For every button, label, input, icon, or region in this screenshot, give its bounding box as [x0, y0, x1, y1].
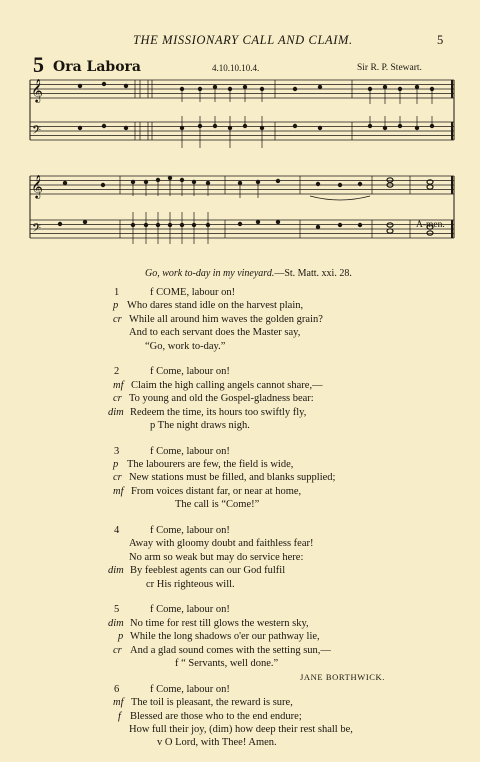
- epigraph: [145, 268, 352, 279]
- composer: Sir R. P. Stewart.: [357, 63, 422, 73]
- epigraph-quote: Go, work to-day in my vineyard.: [145, 268, 275, 279]
- page-number: 5: [437, 33, 444, 47]
- dynamic-mark: dim: [108, 406, 124, 418]
- dynamic-mark: cr: [113, 313, 122, 325]
- verse-3: [0, 445, 480, 512]
- verse-line: Blessed are those who to the end endure;: [130, 710, 302, 722]
- dynamic-mark: mf: [113, 379, 124, 391]
- verse-line: f Come, labour on!: [150, 683, 230, 695]
- amen-label: A-men.: [416, 220, 445, 230]
- hymn-number: 5: [33, 52, 44, 77]
- page-title: THE MISSIONARY CALL AND CLAIM.: [133, 33, 353, 47]
- verse-line: From voices distant far, or near at home,: [131, 485, 302, 497]
- verse-number: 1: [114, 287, 120, 298]
- dynamic-mark: dim: [108, 617, 124, 629]
- dynamic-mark: cr: [113, 393, 122, 405]
- meter: 4.10.10.10.4.: [212, 63, 260, 73]
- dynamic-mark: p: [118, 631, 124, 643]
- verse-line: How full their joy, (dim) how deep their rest shall be,: [129, 723, 353, 735]
- verse-line: f Come, labour on!: [150, 445, 230, 457]
- verse-2: [0, 365, 480, 432]
- svg-text:𝄞: 𝄞: [31, 78, 43, 102]
- verse-line: “Go, work to-day.”: [145, 340, 226, 352]
- tune-name: Ora Labora: [53, 59, 142, 75]
- verse-line: By feeblest agents can our God fulfil: [130, 565, 286, 577]
- svg-text:𝄞: 𝄞: [31, 174, 43, 198]
- verse-line: No arm so weak but may do service here:: [129, 551, 304, 563]
- verse-line: f “ Servants, well done.”: [175, 657, 279, 669]
- dynamic-mark: p: [113, 459, 119, 471]
- dynamic-mark: mf: [113, 697, 124, 709]
- verse-line: v O Lord, with Thee! Amen.: [157, 737, 277, 749]
- author-credit: JANE BORTHWICK.: [300, 672, 385, 682]
- svg-text:𝄢: 𝄢: [32, 124, 42, 140]
- dynamic-mark: cr: [113, 472, 122, 484]
- verse-4: [0, 524, 480, 591]
- verse-line: f Come, labour on!: [150, 366, 230, 378]
- verse-line: cr His righteous will.: [146, 578, 235, 590]
- dynamic-mark: cr: [113, 644, 122, 656]
- epigraph-source: —St. Matt. xxi. 28.: [274, 268, 352, 279]
- verse-line: Redeem the time, its hours too swiftly fly,: [130, 406, 307, 418]
- verse-line: No time for rest till glows the western sky,: [130, 617, 309, 629]
- music-system-2: [0, 170, 480, 250]
- verse-line: Away with gloomy doubt and faithless fear!: [129, 538, 314, 550]
- verse-number: 3: [114, 445, 120, 457]
- verse-line: Who dares stand idle on the harvest plain,: [127, 300, 304, 312]
- verse-line: f Come, labour on!: [150, 525, 230, 537]
- verse-line: New stations must be filled, and blanks supplied;: [129, 472, 336, 484]
- dynamic-mark: p: [113, 300, 119, 312]
- verse-line: Claim the high calling angels cannot share,—: [131, 379, 323, 391]
- verse-line: To young and old the Gospel-gladness bear:: [129, 393, 314, 405]
- music-system-1: [0, 70, 480, 170]
- dynamic-mark: mf: [113, 485, 124, 497]
- verse-line: While the long shadows o'er our pathway lie,: [130, 631, 320, 643]
- verse-number: 5: [114, 604, 120, 616]
- verse-line: And a glad sound comes with the setting sun,—: [130, 644, 331, 656]
- verse-line: f Come, labour on!: [150, 604, 230, 616]
- svg-text:𝄢: 𝄢: [32, 222, 42, 238]
- dynamic-mark: f: [118, 710, 121, 722]
- verse-line: The labourers are few, the field is wide,: [127, 459, 294, 471]
- verse-line: f COME, labour on!: [150, 287, 236, 298]
- verse-number: 4: [114, 525, 120, 537]
- verse-line: The toil is pleasant, the reward is sure,: [131, 697, 293, 709]
- verses: [0, 286, 480, 762]
- verse-6: [0, 683, 480, 750]
- verse-line: p The night draws nigh.: [150, 419, 250, 431]
- dynamic-mark: dim: [108, 565, 124, 577]
- verse-number: 2: [114, 366, 120, 378]
- verse-line: The call is “Come!”: [175, 499, 260, 511]
- verse-line: While all around him waves the golden grain?: [129, 313, 323, 325]
- verse-number: 6: [114, 683, 120, 695]
- verse-line: And to each servant does the Master say,: [129, 327, 301, 339]
- verse-5: [0, 603, 480, 670]
- verse-1: [0, 286, 480, 353]
